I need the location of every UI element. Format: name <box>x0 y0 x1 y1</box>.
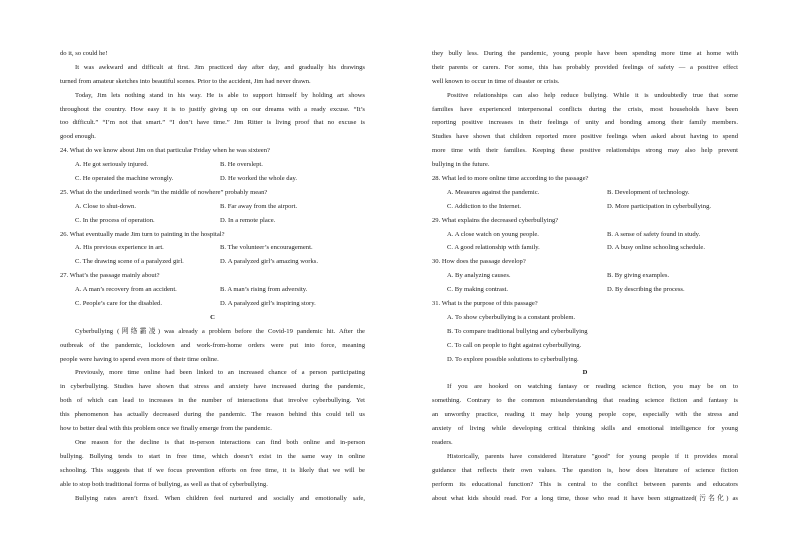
text-line: Previously, more time online had been linked to an increased chance of a person participating <box>75 369 365 377</box>
option-b: B. By giving examples. <box>607 272 670 280</box>
question-stem: 29. What explains the decreased cyberbullying? <box>432 216 559 224</box>
text-line: too difficult.” “I’m not that smart.” “I don’t have time.” Jim Ritter is living proof that no excuse is <box>60 119 365 127</box>
question-stem: 30. How does the passage develop? <box>432 258 526 266</box>
option-a: A. Close to shut-down. <box>75 202 136 210</box>
text-line: people were having to spend even more of their time online. <box>60 355 219 363</box>
option-b: B. A sense of safety found in study. <box>607 230 701 238</box>
section-heading-d: D <box>582 369 588 377</box>
text-line: bullying in the future. <box>432 161 490 169</box>
option-d: D. A busy online schooling schedule. <box>607 244 705 252</box>
text-line: good enough. <box>60 133 96 141</box>
option-d: D. To explore possible solutions to cyberbullying. <box>447 355 579 363</box>
text-line: something. Contrary to the common misunderstanding that reading science fiction and fantasy is <box>432 397 738 405</box>
option-d: D. In a remote place. <box>220 216 276 224</box>
option-c: C. By making contrast. <box>447 286 508 294</box>
option-d: D. A paralyzed girl’s amazing works. <box>220 258 318 266</box>
option-a: A. By analyzing causes. <box>447 272 511 280</box>
option-a: A. His previous experience in art. <box>75 244 164 252</box>
text-line: Positive relationships can also help reduce bullying. While it is undoubtedly true that some <box>447 91 738 99</box>
question-stem: 24. What do we know about Jim on that particular Friday when he was sixteen? <box>60 147 270 155</box>
text-line: Historically, parents have considered literature "good" for young people if it provides moral <box>447 452 738 460</box>
question-stem: 26. What eventually made Jim turn to painting in the hospital? <box>60 230 225 238</box>
option-b: B. A man’s rising from adversity. <box>220 286 308 294</box>
text-line: throughout the country. How easy it is to justify giving up on our dreams with a ready excuse. “It’s <box>60 105 365 113</box>
text-line: families have experienced interpersonal conflicts during the crisis, most households have been <box>432 105 738 113</box>
option-a: A. Measures against the pandemic. <box>447 188 540 196</box>
text-line: schooling. This suggests that if we focus prevention efforts on free time, it is likely that we will be <box>60 466 365 474</box>
text-line: they bully less. During the pandemic, young people have been spending more time at home with <box>432 50 738 57</box>
text-line: readers. <box>432 438 453 446</box>
question-stem: 27. What’s the passage mainly about? <box>60 272 160 280</box>
text-line: perform its educational function? This is central to the conflict between parents and educators <box>432 480 738 488</box>
question-26 <box>60 228 365 270</box>
option-c: C. He operated the machine wrongly. <box>75 175 174 183</box>
text-line: Today, Jim lets nothing stand in his way. He is able to support himself by holding art shows <box>75 91 365 99</box>
option-c: C. To call on people to fight against cyberbullying. <box>447 341 582 349</box>
option-c: C. In the process of operation. <box>75 216 155 224</box>
text-line: do it, so could he! <box>60 50 108 57</box>
question-stem: 31. What is the purpose of this passage? <box>432 300 538 308</box>
option-a: A. To show cyberbullying is a constant problem. <box>447 313 576 321</box>
text-line: both of which can lead to increases in the number of interactions that involve cyberbullying. Yet <box>60 397 365 405</box>
text-line: It was awkward and difficult at first. Jim practiced day after day, and gradually his drawings <box>75 63 365 71</box>
text-line: about what kids should read. For a long time, those who read it have been stigmatized(污名化) as <box>432 494 738 502</box>
text-line: well known to occur in time of disaster or crisis. <box>432 77 560 85</box>
option-d: D. More participation in cyberbullying. <box>607 202 712 210</box>
text-line: bullying. Bullying tends to start in free time, which doesn’t exist in the same way in online <box>60 452 365 460</box>
text-line: this phenomenon has actually decreased during the pandemic. The reason behind this could tell us <box>60 411 365 419</box>
text-line: able to stop both traditional forms of bullying, as well as that of cyberbullying. <box>60 480 268 488</box>
question-stem: 28. What led to more online time according to the passage? <box>432 175 589 183</box>
text-line: turned from amateur sketches into beautiful scenes. Prior to the accident, Jim had never drawn. <box>60 77 311 85</box>
question-25 <box>60 186 365 228</box>
option-b: B. To compare traditional bullying and cyberbullying <box>447 327 588 335</box>
text-line: more time with their families. Keeping these positive relationships strong may also help prevent <box>432 147 738 155</box>
text-line: in cyberbullying. Studies have shown that stress and anxiety have increased during the pandemic, <box>60 383 365 391</box>
question-24 <box>60 144 365 186</box>
text-line: anxiety of living while developing critical thinking skills and emotional intelligence for young <box>432 425 738 433</box>
text-line: If you are hooked on watching fantasy or reading science fiction, you may be on to <box>447 383 738 391</box>
option-a: A. A man’s recovery from an accident. <box>75 286 177 294</box>
option-c: C. A good relationship with family. <box>447 244 540 252</box>
option-b: B. He overslept. <box>220 161 263 169</box>
option-c: C. People’s care for the disabled. <box>75 300 162 308</box>
text-line: an unworthy practice, reading it may help young people cope, especially with the stress and <box>432 411 738 419</box>
option-d: D. A paralyzed girl’s inspiring story. <box>220 300 316 308</box>
option-c: C. The drawing scene of a paralyzed girl. <box>75 258 184 266</box>
option-c: C. Addiction to the Internet. <box>447 202 521 210</box>
text-line: Studies have shown that children reported more positive feelings when asked about having to spend <box>432 133 738 141</box>
option-b: B. The volunteer’s encouragement. <box>220 244 313 252</box>
section-heading-c: C <box>210 313 215 321</box>
text-line: outbreak of the pandemic, lockdown and work-from-home orders were put into force, meaning <box>60 341 365 349</box>
option-a: A. He got seriously injured. <box>75 161 149 169</box>
text-line: how to better deal with this problem once we finally emerge from the pandemic. <box>60 425 272 433</box>
option-d: D. He worked the whole day. <box>220 175 298 183</box>
question-29 <box>432 214 738 256</box>
question-stem: 25. What do the underlined words “in the middle of nowhere” probably mean? <box>60 188 268 196</box>
right-column <box>432 47 738 505</box>
question-31 <box>432 297 738 366</box>
text-line: guidance that reflects their own values. The question is, how does literature of science fiction <box>432 466 738 474</box>
question-27 <box>60 269 365 311</box>
option-a: A. A close watch on young people. <box>447 230 539 238</box>
left-column <box>60 47 365 505</box>
text-line: their parents or carers. For some, this has probably provided feelings of safety — a positive effect <box>432 63 738 71</box>
text-line: Cyberbullying (网络霸凌) was already a problem before the Covid-19 pandemic hit. After the <box>75 327 365 335</box>
option-b: B. Far away from the airport. <box>220 202 298 210</box>
text-line: reporting positive increases in their feelings of unity and bonding among their family members. <box>432 119 738 127</box>
question-28 <box>432 172 738 214</box>
text-line: Bullying rates aren’t fixed. When children feel nurtured and socially and emotionally safe, <box>75 494 365 502</box>
option-d: D. By describing the process. <box>607 286 685 294</box>
option-b: B. Development of technology. <box>607 188 690 196</box>
text-line: One reason for the decline is that in-person interactions can find both online and in-person <box>75 438 365 446</box>
question-30 <box>432 255 738 297</box>
